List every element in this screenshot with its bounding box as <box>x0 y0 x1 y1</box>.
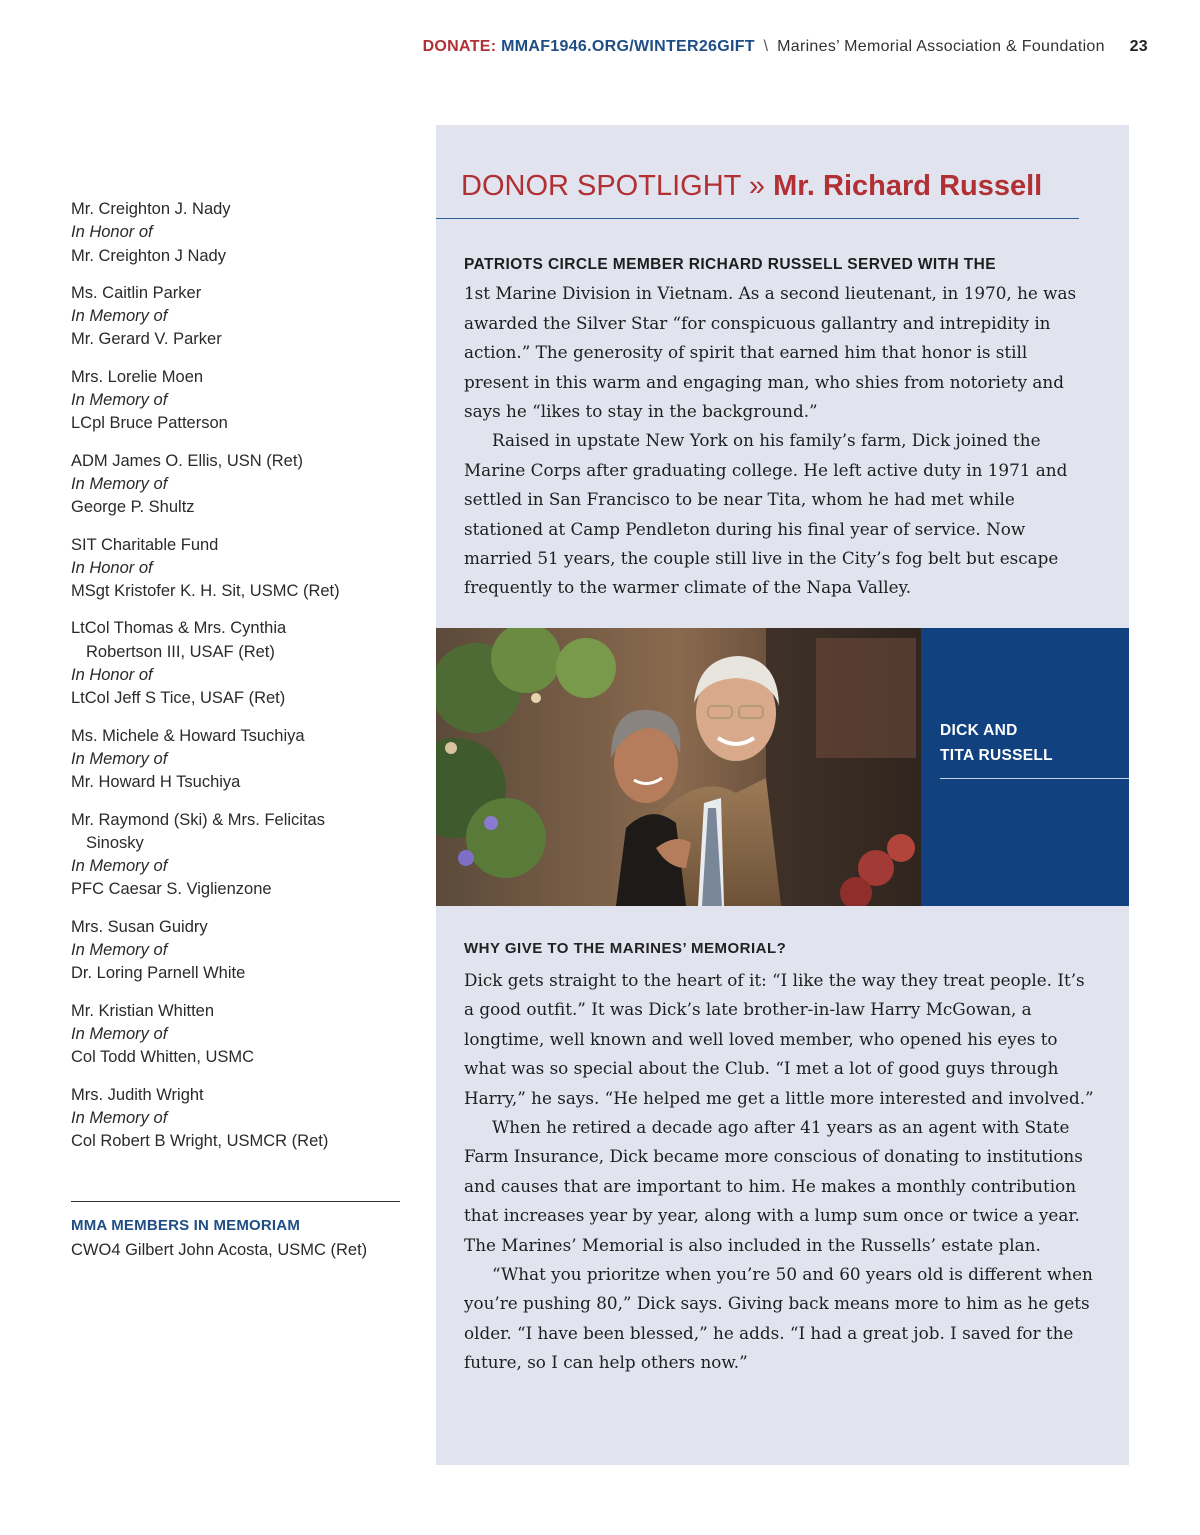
donor-name: Mrs. Lorelie Moen <box>71 367 204 386</box>
memoriam-name: CWO4 Gilbert John Acosta, USMC (Ret) <box>71 1241 368 1259</box>
photo-caption <box>940 719 1120 768</box>
dedication-label: In Honor of <box>71 666 153 685</box>
caption-line: TITA RUSSELL <box>940 746 1053 764</box>
memoriam-heading: MMA MEMBERS IN MEMORIAM <box>71 1217 301 1234</box>
donor-entry <box>71 1084 406 1154</box>
honoree-name: Mr. Creighton J Nady <box>71 246 226 265</box>
dedication-label: In Memory of <box>71 307 168 326</box>
caption-line: DICK AND <box>940 722 1018 739</box>
donor-name: LtCol Thomas & Mrs. Cynthia <box>71 619 287 638</box>
donor-name: SIT Charitable Fund <box>71 535 219 554</box>
donor-name: Mrs. Judith Wright <box>71 1085 204 1104</box>
dedication-label: In Memory of <box>71 1108 168 1127</box>
donor-entry <box>71 916 406 986</box>
donor-name: Mrs. Susan Guidry <box>71 917 208 936</box>
honoree-name: Col Todd Whitten, USMC <box>71 1048 255 1067</box>
donor-entry <box>71 534 406 604</box>
page-number: 23 <box>1129 38 1148 55</box>
donor-entry <box>71 725 406 795</box>
dedication-label: In Memory of <box>71 474 168 493</box>
section-divider <box>71 1201 400 1202</box>
spotlight-title-prefix: DONOR SPOTLIGHT » <box>461 170 766 202</box>
dedication-label: In Honor of <box>71 223 153 242</box>
donor-entry <box>71 282 406 352</box>
donate-label: DONATE: <box>422 38 497 55</box>
honoree-name: Mr. Howard H Tsuchiya <box>71 773 241 792</box>
dedication-label: In Memory of <box>71 749 168 768</box>
donor-name: Ms. Michele & Howard Tsuchiya <box>71 726 305 745</box>
paragraph: When he retired a decade ago after 41 years as an agent with State Farm Insurance, Dick became more conscious of donating to institutions and causes that are important to him. He makes a monthly contribution that increases year by year, along with a lump sum once or twice a year. The Marines’ Memorial is also included in the Russells’ estate plan. <box>464 1117 1083 1255</box>
paragraph: Dick gets straight to the heart of it: “I like the way they treat people. It’s a good outfit.” It was Dick’s late brother-in-law Harry McGowan, a longtime, well known and well loved member, who opened his eyes to what was so special about the Club. “I met a lot of good guys through Harry,” he says. “He helped me get a little more interested and involved.” <box>464 970 1094 1108</box>
donor-name: Mr. Kristian Whitten <box>71 1001 215 1020</box>
honoree-name: PFC Caesar S. Viglienzone <box>71 880 272 899</box>
honoree-name: George P. Shultz <box>71 498 195 517</box>
donor-entry <box>71 617 406 710</box>
donor-name-continued: Sinosky <box>86 833 144 852</box>
donor-entry <box>71 809 406 902</box>
donor-entry <box>71 450 406 520</box>
header-separator: \ <box>763 38 769 55</box>
paragraph <box>464 249 1094 426</box>
honoree-name: MSgt Kristofer K. H. Sit, USMC (Ret) <box>71 582 340 601</box>
dedication-label: In Memory of <box>71 941 168 960</box>
donate-url-link[interactable]: MMAF1946.ORG/WINTER26GIFT <box>501 38 755 55</box>
title-underline <box>436 218 1079 219</box>
donor-name: Mr. Raymond (Ski) & Mrs. Felicitas <box>71 810 325 829</box>
lead-in-caps: PATRIOTS CIRCLE MEMBER RICHARD RUSSELL SERVED WITH THE <box>464 256 996 273</box>
paragraph-text: 1st Marine Division in Vietnam. As a second lieutenant, in 1970, he was awarded the Silver Star “for conspicuous gallantry and intrepidity in action.” The generosity of spirit that earned him that honor is still present in this warm and engaging man, who shies from notoriety and says he “likes to stay in the background.” <box>464 283 1077 422</box>
paragraph: Raised in upstate New York on his family’s farm, Dick joined the Marine Corps after graduating college. He left active duty in 1971 and settled in San Francisco to be near Tita, whom he had met while stationed at Camp Pendleton during his final year of service. Now married 51 years, the couple still live in the City’s fog belt but escape frequently to the warmer climate of the Napa Valley. <box>464 430 1068 598</box>
donor-list <box>71 198 406 1167</box>
honoree-name: Mr. Gerard V. Parker <box>71 330 222 349</box>
couple-photo-illustration <box>436 628 921 906</box>
honoree-name: LCpl Bruce Patterson <box>71 414 228 433</box>
dedication-label: In Memory of <box>71 391 168 410</box>
honoree-name: Col Robert B Wright, USMCR (Ret) <box>71 1132 329 1151</box>
caption-rule <box>940 778 1129 779</box>
why-give-body <box>464 966 1094 1378</box>
why-give-heading: WHY GIVE TO THE MARINES’ MEMORIAL? <box>464 940 787 957</box>
organization-name: Marines’ Memorial Association & Foundation <box>777 38 1105 55</box>
spotlight-title <box>461 170 1042 203</box>
donor-name: Ms. Caitlin Parker <box>71 283 202 302</box>
dedication-label: In Memory of <box>71 857 168 876</box>
dedication-label: In Memory of <box>71 1024 168 1043</box>
couple-photo <box>436 628 921 906</box>
spotlight-intro <box>464 249 1094 603</box>
dedication-label: In Honor of <box>71 558 153 577</box>
donor-name: Mr. Creighton J. Nady <box>71 200 231 218</box>
donor-entry <box>71 1000 406 1070</box>
donor-entry <box>71 366 406 436</box>
donor-entry <box>71 198 406 268</box>
donor-name-continued: Robertson III, USAF (Ret) <box>86 642 275 661</box>
donor-name: ADM James O. Ellis, USN (Ret) <box>71 451 303 470</box>
paragraph: “What you prioritze when you’re 50 and 60 years old is different when you’re pushing 80,” Dick says. Giving back means more to him as he gets older. “I have been blessed,” he adds. “I had a great job. I saved for the future, so I can help others now.” <box>464 1264 1093 1373</box>
honoree-name: Dr. Loring Parnell White <box>71 964 246 983</box>
honoree-name: LtCol Jeff S Tice, USAF (Ret) <box>71 689 286 708</box>
page-header <box>423 38 1148 56</box>
spotlight-title-name: Mr. Richard Russell <box>773 170 1043 202</box>
